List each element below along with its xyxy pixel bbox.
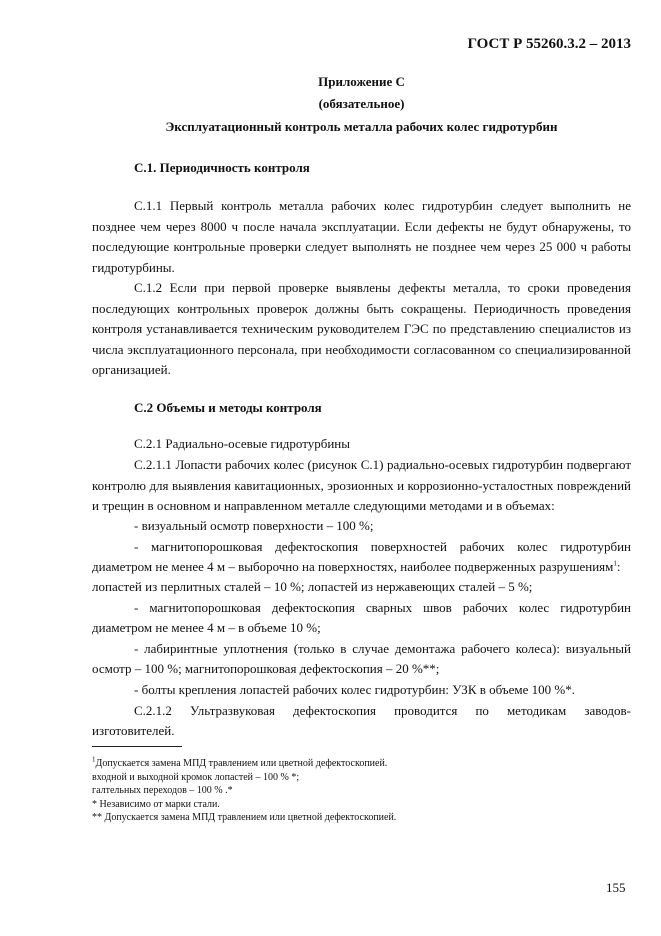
list-item-labyrinth-line2: осмотр – 100 %; магнитопорошковая дефектоскопия – 20 %**;: [92, 661, 440, 676]
footnote-line-2: входной и выходной кромок лопастей – 100 % *;: [92, 771, 300, 783]
list-item-labyrinth-line1: - лабиринтные уплотнения (только в случае демонтажа рабочего колеса): визуальный: [134, 641, 631, 656]
appendix-type: (обязательное): [318, 96, 405, 111]
footnote-line-3: галтельных переходов – 100 % .*: [92, 785, 233, 797]
section-c2-heading: С.2 Объемы и методы контроля: [134, 400, 322, 415]
page-number: 155: [606, 880, 626, 895]
list-item-mpd-welds-line2: диаметром не менее 4 м – в объеме 10 %;: [92, 620, 321, 635]
list-item-mpd-welds-line1: - магнитопорошковая дефектоскопия сварных швов рабочих колес гидротурбин: [134, 600, 631, 615]
paragraph-c212-line2: изготовителей.: [92, 723, 175, 738]
footnote-ref-1: 1: [613, 559, 617, 568]
footnote-line-5: ** Допускается замена МПД травлением или цветной дефектоскопией.: [92, 812, 397, 824]
footnote-line-4: * Независимо от марки стали.: [92, 798, 220, 810]
footnote-1-marker: 1: [92, 755, 96, 764]
list-item-blade-bolts: - болты крепления лопастей рабочих колес гидротурбин: УЗК в объеме 100 %*.: [134, 682, 575, 697]
list-item-mpd-surfaces-line2: диаметром не менее 4 м – выборочно на поверхностях, наиболее подверженных разрушениям$^1$:: [92, 559, 621, 574]
section-c1-heading: С.1. Периодичность контроля: [134, 160, 310, 175]
paragraph-c11: С.1.1 Первый контроль металла рабочих колес гидротурбин следует выполнить не позднее чем через 8000 ч после начала эксплуатации. Если дефекты не будут обнаружены, то последующие контрольные проверки следует выполнять не позднее чем через 25 000 ч работы гидротурбины.: [92, 198, 631, 275]
footnote-separator: [92, 746, 182, 747]
paragraph-c21: С.2.1 Радиально-осевые гидротурбины: [134, 436, 350, 451]
document-id-header: ГОСТ Р 55260.3.2 – 2013: [467, 36, 631, 52]
paragraph-c12: С.1.2 Если при первой проверке выявлены дефекты металла, то сроки проведения последующих контрольных проверок должны быть сокращены. Периодичность проведения контроля устанавливается техническим руководителем ГЭС по представлению специалистов из числа эксплуатационного персонала, при необходимости согласованном со специализированной организацией.: [92, 280, 631, 377]
footnote-1: $^1$Допускается замена МПД травлением или цветной дефектоскопией.: [92, 755, 388, 769]
appendix-title: Приложение С: [318, 74, 405, 89]
appendix-subtitle: Эксплуатационный контроль металла рабочих колес гидротурбин: [165, 119, 558, 134]
list-item-visual-inspection: - визуальный осмотр поверхности – 100 %;: [134, 518, 374, 533]
list-item-mpd-surfaces-line3: лопастей из перлитных сталей – 10 %; лопастей из нержавеющих сталей – 5 %;: [92, 579, 533, 594]
list-item-mpd-surfaces-line1: - магнитопорошковая дефектоскопия поверхностей рабочих колес гидротурбин: [134, 539, 631, 554]
footnotes: [92, 757, 631, 825]
paragraph-c211: С.2.1.1 Лопасти рабочих колес (рисунок С.1) радиально-осевых гидротурбин подвергают контролю для выявления кавитационных, эрозионных и коррозионно-усталостных повреждений и трещин в основном и направленном металле следующими методами и в объемах:: [92, 457, 631, 513]
paragraph-c212-line1: С.2.1.2 Ультразвуковая дефектоскопия проводится по методикам заводов-: [134, 703, 631, 718]
